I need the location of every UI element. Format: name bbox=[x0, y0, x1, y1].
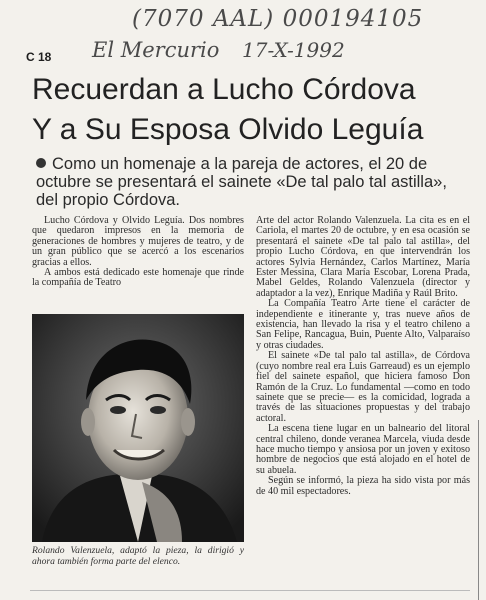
handwritten-date: 17-X-1992 bbox=[242, 38, 345, 62]
subhead-text: Como un homenaje a la pareja de actores, el 20 de octubre se presentará el sainete «De tal palo tal astilla», del propio Córdova. bbox=[36, 155, 447, 209]
photo-caption: Rolando Valenzuela, adaptó la pieza, la dirigió y ahora también forma parte del elenco. bbox=[32, 545, 244, 567]
page-number: C 18 bbox=[26, 50, 52, 64]
bottom-divider bbox=[30, 590, 470, 591]
body-column-left bbox=[32, 216, 244, 289]
handwritten-source: El Mercurio bbox=[92, 38, 220, 62]
body-paragraph: La Compañía Teatro Arte tiene el carácter de independiente e itinerante y, tras nueve años de existencia, han llevado la risa y el teatro chileno a San Felipe, Rancagua, Buin, Puente Alto, Valparaíso y otras ciudades. bbox=[256, 298, 470, 351]
body-paragraph: El sainete «De tal palo tal astilla», de Córdova (cuyo nombre real era Luis Garreaud) es un ejemplo fiel del sainete español, que hiciera famoso Don Ramón de la Cruz. Lo fundamental —como en todo sainete que se precie— es la comicidad, lograda a través de las situaciones propuestas y del trabajo actoral. bbox=[256, 350, 470, 424]
adjacent-article-edge bbox=[478, 420, 486, 600]
subhead bbox=[36, 155, 470, 209]
body-paragraph: La escena tiene lugar en un balneario del litoral central chileno, donde veranea Marcela, viuda desde hace mucho tiempo y ansiosa por un joven y exitoso hombre de negocios que está alojado en el hotel de su abuela. bbox=[256, 423, 470, 476]
body-paragraph: Arte del actor Rolando Valenzuela. La cita es en el Cariola, el martes 20 de octubre, y en esa ocasión se presentará el sainete «De tal palo tal astilla», del propio Lucho Córdova, en que intervendrán los actores Sylvia Hernández, Carlos Martínez, María Ester Messina, Clara María Escobar, Lorena Prada, Mabel Geldes, Rolando Valenzuela (director y adaptador a la vez), Enrique Madiña y Raúl Brito. bbox=[256, 215, 470, 299]
body-paragraph: Lucho Córdova y Olvido Leguía. Dos nombres que quedaron impresos en la memoria de generaciones de hombres y mujeres de teatro, y de un gran público que se acercó a los escenarios gracias a ellos. bbox=[32, 215, 244, 268]
body-paragraph: A ambos está dedicado este homenaje que rinde la compañía de Teatro bbox=[32, 267, 244, 289]
bullet-icon bbox=[36, 158, 46, 168]
body-paragraph: Según se informó, la pieza ha sido vista por más de 40 mil espectadores. bbox=[256, 475, 470, 497]
handwritten-archive-code: (7070 AAL) 000194105 bbox=[132, 6, 424, 32]
actor-portrait-image bbox=[32, 314, 244, 542]
headline-line-1: Recuerdan a Lucho Córdova bbox=[32, 73, 416, 106]
body-column-right bbox=[256, 216, 470, 497]
headline-line-2: Y a Su Esposa Olvido Leguía bbox=[32, 113, 424, 146]
actor-photo bbox=[32, 314, 244, 542]
